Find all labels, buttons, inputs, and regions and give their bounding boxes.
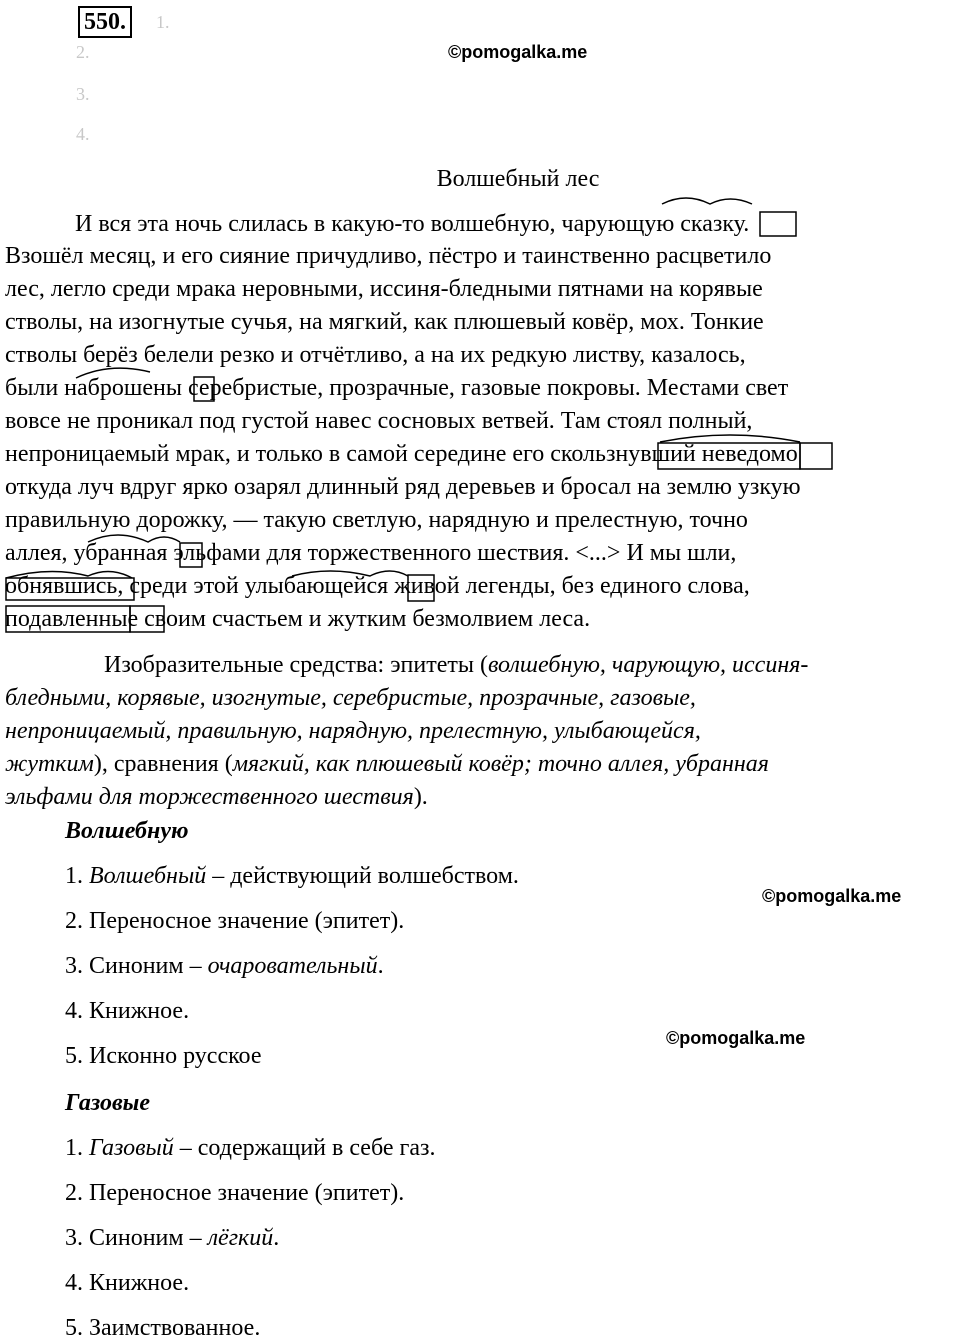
ending-box-mark: [408, 575, 434, 601]
analysis-line: Изобразительные средства: эпитеты (волшебную, чарующую, иссиня-: [104, 652, 809, 678]
suffix-arc-mark: [88, 535, 180, 542]
text-line: откуда луч вдруг ярко озарял длинный ряд деревьев и бросал на землю узкую: [5, 474, 801, 500]
word-item: 1. Газовый – содержащий в себе газ.: [65, 1135, 436, 1161]
ending-box-mark: [180, 543, 202, 567]
root-arc-mark: [76, 368, 150, 378]
watermark: ©pomogalka.me: [448, 42, 588, 62]
list-marker: 2.: [76, 42, 90, 62]
word-item: 4. Книжное.: [65, 1270, 190, 1296]
text-line: обнявшись, среди этой улыбающейся живой легенды, без единого слова,: [5, 573, 750, 599]
word-heading: Волшебную: [65, 818, 189, 844]
word-item: 2. Переносное значение (эпитет).: [65, 1180, 405, 1206]
word-item: 3. Синоним – лёгкий.: [65, 1225, 280, 1251]
task-number: 550.: [78, 6, 132, 38]
text-line: И вся эта ночь слилась в какую-то волшебную, чарующую сказку.: [75, 211, 750, 237]
analysis-line: непроницаемый, правильную, нарядную, прелестную, улыбающейся,: [5, 718, 701, 744]
analysis-line: эльфами для торжественного шествия).: [5, 784, 428, 810]
word-item: 4. Книжное.: [65, 998, 190, 1024]
morpheme-marks: [0, 0, 960, 650]
text-line: подавленные своим счастьем и жутким безмолвием леса.: [5, 606, 591, 632]
analysis-line: жутким), сравнения (мягкий, как плюшевый ковёр; точно аллея, убранная: [5, 751, 769, 777]
word-item: 5. Исконно русское: [65, 1043, 262, 1069]
list-marker: 4.: [76, 124, 90, 144]
text-line: стволы, на изогнутые сучья, на мягкий, как плюшевый ковёр, мох. Тонкие: [5, 309, 764, 335]
text-line: лес, легло среди мрака неровными, иссиня-бледными пятнами на корявые: [5, 276, 763, 302]
text-line: аллея, убранная эльфами для торжественного шествия. <...> И мы шли,: [5, 540, 737, 566]
text-line: Взошёл месяц, и его сияние причудливо, пёстро и таинственно расцветило: [5, 243, 772, 269]
stem-box-mark: [658, 443, 800, 469]
word-item: 5. Заимствованное.: [65, 1315, 261, 1341]
stem-box-mark: [6, 578, 134, 600]
watermark: ©pomogalka.me: [666, 1028, 806, 1048]
word-heading: Газовые: [65, 1090, 150, 1116]
ending-box-mark: [800, 443, 832, 469]
text-line: были наброшены серебристые, прозрачные, газовые покровы. Местами свет: [5, 375, 789, 401]
word-item: 3. Синоним – очаровательный.: [65, 953, 384, 979]
ending-box-mark: [194, 377, 214, 401]
watermark: ©pomogalka.me: [762, 886, 902, 906]
suffix-arc-mark: [6, 571, 132, 578]
suffix-arc-mark: [292, 571, 408, 576]
word-item: 1. Волшебный – действующий волшебством.: [65, 863, 519, 889]
ending-box-mark: [760, 212, 796, 236]
word-item: 2. Переносное значение (эпитет).: [65, 908, 405, 934]
text-line: стволы берёз белели резко и отчётливо, а на их редкую листву, казалось,: [5, 342, 746, 368]
root-arc-mark: [660, 435, 800, 442]
list-marker: 1.: [156, 12, 170, 32]
text-line: непроницаемый мрак, и только в самой середине его скользнувший неведомо: [5, 441, 798, 467]
ending-box-mark: [130, 606, 164, 632]
analysis-line: бледными, корявые, изогнутые, серебристые, прозрачные, газовые,: [5, 685, 696, 711]
text-line: правильную дорожку, — такую светлую, нарядную и прелестную, точно: [5, 507, 748, 533]
text-title: Волшебный лес: [436, 166, 600, 192]
suffix-arc-mark: [662, 198, 752, 204]
stem-box-mark: [6, 606, 130, 632]
text-line: вовсе не проникал под густой навес сосновых ветвей. Там стоял полный,: [5, 408, 753, 434]
list-marker: 3.: [76, 84, 90, 104]
